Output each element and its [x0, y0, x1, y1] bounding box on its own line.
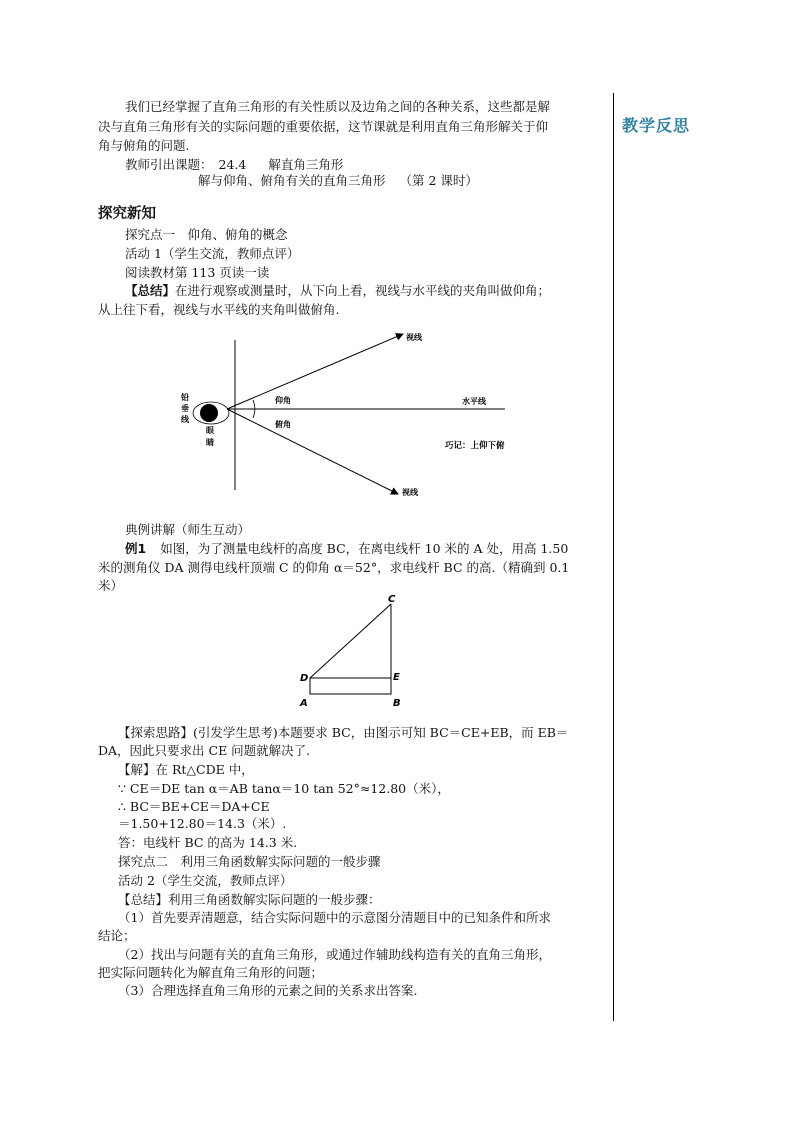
label-sight-top: 视线 — [406, 333, 422, 342]
explore-point-1: 探究点一 仰角、俯角的概念 — [125, 227, 288, 242]
solution-step-1: ∵ CE＝DE tan α＝AB tanα＝10 tan 52°≈12.80（米）， — [118, 781, 450, 796]
summary-1-line-1 — [125, 282, 550, 300]
summary-1-line-2: 从上往下看，视线与水平线的夹角叫做俯角. — [98, 302, 340, 317]
lesson-subtitle — [198, 172, 478, 190]
solution-answer: 答：电线杆 BC 的高为 14.3 米. — [118, 835, 298, 850]
reflection-title: 教学反思 — [622, 116, 691, 135]
label-sight-bottom: 视线 — [402, 488, 418, 497]
activity-2: 活动 2（学生交流，教师点评） — [118, 873, 293, 888]
label-elevation: 仰角 — [275, 396, 291, 405]
activity-1: 活动 1（学生交流，教师点评） — [125, 246, 300, 261]
depression-arc — [253, 409, 255, 418]
instrument-rect — [310, 678, 391, 694]
example-text-1: 如图，为了测量电线杆的高度 BC，在离电线杆 10 米的 A 处，用高 1.50 — [160, 541, 569, 556]
step-2-line-1: （2）找出与问题有关的直角三角形，或通过作辅助线构造有关的直角三角形， — [118, 947, 551, 962]
intro-line-2: 决与直角三角形有关的实际问题的重要依据，这节课就是利用直角三角形解关于仰 — [98, 119, 549, 134]
explore-point-2: 探究点二 利用三角函数解实际问题的一般步骤 — [118, 854, 381, 869]
intro-line-3: 角与俯角的问题. — [98, 138, 190, 153]
step-2-line-2: 把实际问题转化为解直角三角形的问题； — [98, 965, 324, 980]
solution-head: 【解】在 Rt△CDE 中， — [118, 762, 254, 777]
summary-tag: 【总结】 — [125, 283, 176, 298]
upper-sight-line — [227, 334, 403, 409]
section-heading-explore: 探究新知 — [98, 206, 156, 222]
intro-line-1: 我们已经掌握了直角三角形的有关性质以及边角之间的各种关系，这些都是解 — [125, 99, 551, 114]
column-divider — [613, 93, 614, 1021]
step-3: （3）合理选择直角三角形的元素之间的关系求出答案. — [118, 983, 418, 998]
idea-line-2: DA，因此只要求出 CE 问题就解决了. — [98, 743, 311, 758]
elevation-arc — [253, 400, 255, 409]
summary-text: 在进行观察或测量时，从下向上看，视线与水平线的夹角叫做仰角； — [175, 283, 551, 298]
point-d: D — [300, 673, 309, 684]
label-plumb-2: 垂 — [181, 404, 189, 413]
point-c: C — [388, 594, 396, 605]
summary-2: 【总结】利用三角函数解实际问题的一般步骤： — [118, 892, 381, 907]
point-a: A — [300, 698, 308, 709]
label-eye-1: 眼 — [206, 426, 214, 435]
solution-step-3: ＝1.50+12.80＝14.3（米）. — [118, 816, 287, 831]
triangle-diagram — [295, 590, 415, 712]
point-e: E — [393, 672, 400, 683]
label-plumb-3: 线 — [181, 415, 189, 424]
label-plumb-1: 铅 — [181, 393, 189, 402]
lead-label: 教师引出课题： — [125, 157, 213, 172]
lower-sight-line — [227, 409, 398, 494]
example-heading: 典例讲解（师生互动） — [125, 522, 251, 537]
step-1-line-2: 结论； — [98, 928, 136, 943]
step-1-line-1: （1）首先要弄清题意，结合实际问题中的示意图分清题目中的已知条件和所求 — [118, 910, 551, 925]
example-line-3: 米） — [98, 578, 124, 593]
label-mnemonic: 巧记：上仰下俯 — [445, 441, 505, 451]
angle-diagram — [165, 330, 525, 498]
lesson-title: 解直角三角形 — [268, 157, 344, 172]
point-b: B — [393, 698, 401, 709]
subtitle-text: 解与仰角、俯角有关的直角三角形 — [198, 173, 386, 188]
label-horizontal: 水平线 — [462, 397, 486, 406]
label-depression: 俯角 — [275, 420, 291, 429]
period-text: （第 2 课时） — [399, 173, 478, 188]
idea-line-1: 【探索思路】(引发学生思考)本题要求 BC，由图示可知 BC＝CE+EB，而 EB＝ — [118, 725, 569, 740]
example-line-2: 米的测角仪 DA 测得电线杆顶端 C 的仰角 α＝52°，求电线杆 BC 的高.（精确到 0.1 — [98, 560, 570, 575]
eye-pupil — [200, 404, 218, 422]
label-eye-2: 睛 — [206, 438, 214, 447]
sight-dc — [310, 604, 391, 678]
example-line-1 — [125, 540, 568, 558]
example-label: 例1 — [125, 541, 147, 556]
reading-note: 阅读教材第 113 页读一读 — [125, 265, 270, 280]
lesson-number: 24.4 — [218, 157, 247, 172]
solution-step-2: ∴ BC＝BE+CE＝DA+CE — [118, 799, 270, 814]
